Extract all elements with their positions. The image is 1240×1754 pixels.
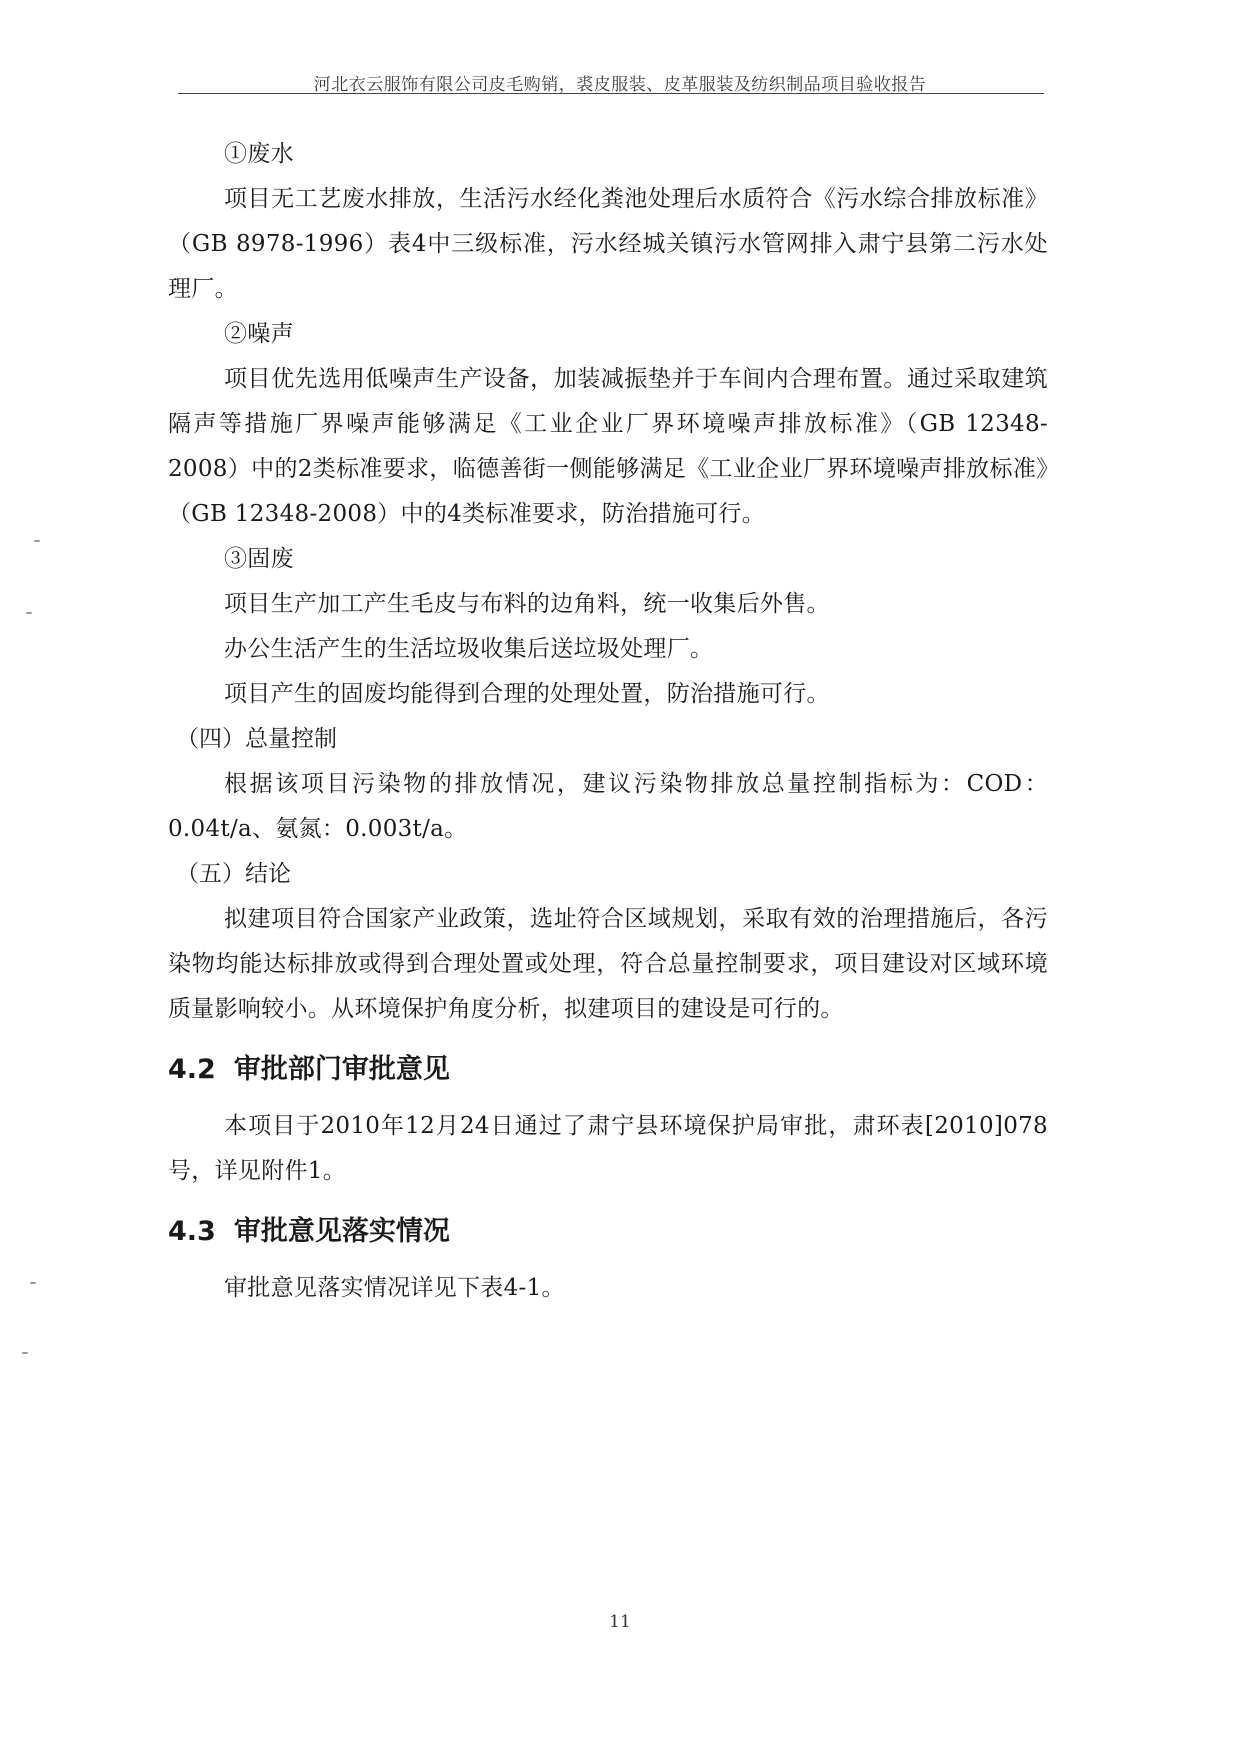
header-divider [178,93,1044,94]
noise-paragraph: 项目优先选用低噪声生产设备，加装减振垫并于车间内合理布置。通过采取建筑隔声等措施厂界噪声能够满足《工业企业厂界环境噪声排放标准》（GB 12348-2008）中的2类标准要求，临德善街一侧能够满足《工业企业厂界环境噪声排放标准》（GB 12348-2008）中的4类标准要求，防治措施可行。 [168,366,1048,527]
scan-speck [22,1352,28,1354]
running-header: 河北衣云服饰有限公司皮毛购销，裘皮服装、皮革服装及纺织制品项目验收报告 [313,75,927,95]
scan-speck [34,540,40,542]
section-4-2-paragraph: 本项目于2010年12月24日通过了肃宁县环境保护局审批，肃环表[2010]078号，详见附件1。 [168,1113,1048,1184]
conclusion-heading: （五）结论 [176,861,291,887]
scan-speck [30,1282,36,1284]
section-4-3-paragraph: 审批意见落实情况详见下表4-1。 [224,1275,565,1301]
section-4-3-heading [168,1202,1048,1262]
solid-waste-heading: ③固废 [224,546,294,572]
wastewater-heading: ①废水 [224,141,294,167]
total-control-heading: （四）总量控制 [176,726,337,752]
wastewater-paragraph: 项目无工艺废水排放，生活污水经化粪池处理后水质符合《污水综合排放标准》（GB 8978-1996）表4中三级标准，污水经城关镇污水管网排入肃宁县第二污水处理厂。 [168,186,1048,302]
solid-waste-paragraph-2: 办公生活产生的生活垃圾收集后送垃圾处理厂。 [224,636,714,662]
section-4-3-number: 4.3 [168,1216,216,1247]
page-content [168,132,1048,1311]
noise-heading: ②噪声 [224,321,294,347]
section-4-2-heading [168,1040,1048,1100]
total-control-paragraph: 根据该项目污染物的排放情况，建议污染物排放总量控制指标为：COD：0.04t/a、氨氮：0.003t/a。 [168,771,1048,842]
section-4-3-title: 审批意见落实情况 [233,1216,450,1247]
scan-speck [26,612,32,614]
page-number: 11 [609,1612,631,1632]
solid-waste-paragraph-1: 项目生产加工产生毛皮与布料的边角料，统一收集后外售。 [224,591,830,617]
conclusion-paragraph: 拟建项目符合国家产业政策，选址符合区域规划，采取有效的治理措施后，各污染物均能达标排放或得到合理处置或处理，符合总量控制要求，项目建设对区域环境质量影响较小。从环境保护角度分析，拟建项目的建设是可行的。 [168,906,1048,1022]
section-4-2-title: 审批部门审批意见 [233,1054,450,1085]
solid-waste-paragraph-3: 项目产生的固废均能得到合理的处理处置，防治措施可行。 [224,681,830,707]
section-4-2-number: 4.2 [168,1054,216,1085]
